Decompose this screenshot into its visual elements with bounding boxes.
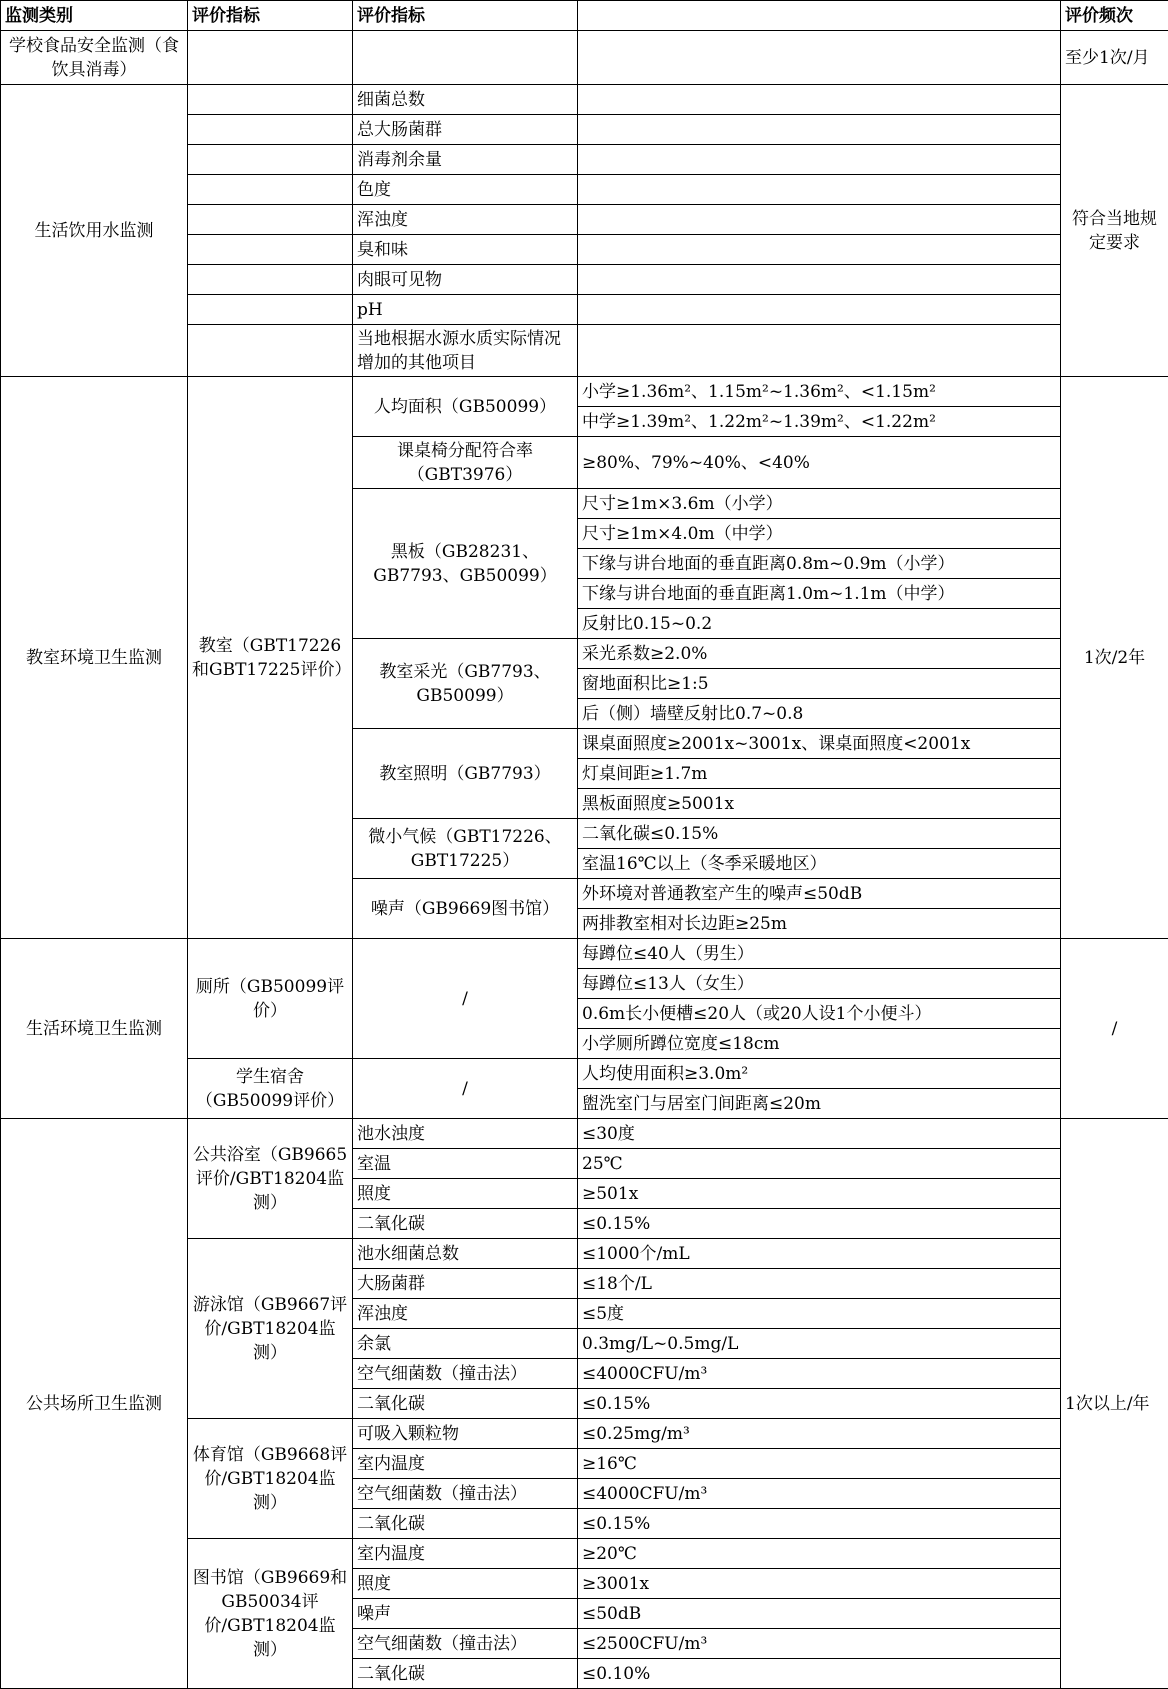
classroom-category: 教室环境卫生监测 [1,377,188,939]
empty-cell [188,175,353,205]
criteria-cell: ≤0.15% [578,1209,1061,1239]
item-cell: 二氧化碳 [353,1659,578,1689]
criteria-cell: ≥80%、79%~40%、<40% [578,437,1061,489]
item-cell: 空气细菌数（撞击法） [353,1479,578,1509]
item-cell: 二氧化碳 [353,1509,578,1539]
criteria-cell: ≤4000CFU/m³ [578,1359,1061,1389]
indicator-noise: 噪声（GB9669图书馆） [353,879,578,939]
toilet-indicator: 厕所（GB50099评价） [188,939,353,1059]
criteria-cell: ≤5度 [578,1299,1061,1329]
water-item: 细菌总数 [353,85,578,115]
empty-cell [578,145,1061,175]
criteria-cell: ≥16℃ [578,1449,1061,1479]
water-item: 当地根据水源水质实际情况增加的其他项目 [353,325,578,377]
criteria-cell: ≤2500CFU/m³ [578,1629,1061,1659]
header-indicator-2: 评价指标 [353,1,578,31]
empty-cell [188,325,353,377]
criteria-cell: 后（侧）墙壁反射比0.7~0.8 [578,699,1061,729]
criteria-cell: ≤0.10% [578,1659,1061,1689]
item-cell: 照度 [353,1569,578,1599]
living-category: 生活环境卫生监测 [1,939,188,1119]
empty-cell [578,205,1061,235]
item-cell: 噪声 [353,1599,578,1629]
food-frequency: 至少1次/月 [1061,31,1168,85]
water-item: 色度 [353,175,578,205]
criteria-cell: ≥20℃ [578,1539,1061,1569]
public-frequency: 1次以上/年 [1061,1119,1168,1689]
header-frequency: 评价频次 [1061,1,1168,31]
criteria-cell: 课桌面照度≥2001x~3001x、课桌面照度<2001x [578,729,1061,759]
criteria-cell: ≤30度 [578,1119,1061,1149]
empty-cell [188,235,353,265]
water-item: 消毒剂余量 [353,145,578,175]
criteria-cell: 二氧化碳≤0.15% [578,819,1061,849]
header-criteria [578,1,1061,31]
library-indicator: 图书馆（GB9669和GB50034评价/GBT18204监测） [188,1539,353,1689]
criteria-cell: ≥3001x [578,1569,1061,1599]
empty-cell [188,85,353,115]
indicator-daylight: 教室采光（GB7793、GB50099） [353,639,578,729]
item-cell: 池水浊度 [353,1119,578,1149]
criteria-cell: ≤1000个/mL [578,1239,1061,1269]
criteria-cell: 人均使用面积≥3.0m² [578,1059,1061,1089]
criteria-cell: 两排教室相对长边距≥25m [578,909,1061,939]
empty-cell [578,265,1061,295]
item-cell: 二氧化碳 [353,1389,578,1419]
indicator-area: 人均面积（GB50099） [353,377,578,437]
item-cell: 余氯 [353,1329,578,1359]
criteria-cell: 下缘与讲台地面的垂直距离0.8m~0.9m（小学） [578,549,1061,579]
criteria-cell: ≤0.15% [578,1389,1061,1419]
water-item: 肉眼可见物 [353,265,578,295]
empty-cell [578,235,1061,265]
item-cell: 室内温度 [353,1449,578,1479]
empty-cell [188,31,353,85]
criteria-cell: 0.6m长小便槽≤20人（或20人设1个小便斗） [578,999,1061,1029]
criteria-cell: 灯桌间距≥1.7m [578,759,1061,789]
water-item: 浑浊度 [353,205,578,235]
criteria-cell: 25℃ [578,1149,1061,1179]
criteria-cell: 小学厕所蹲位宽度≤18cm [578,1029,1061,1059]
criteria-cell: ≤18个/L [578,1269,1061,1299]
empty-cell [188,295,353,325]
indicator-desk: 课桌椅分配符合率（GBT3976） [353,437,578,489]
criteria-cell: 黑板面照度≥5001x [578,789,1061,819]
empty-cell [578,115,1061,145]
criteria-cell: 中学≥1.39m²、1.22m²~1.39m²、<1.22m² [578,407,1061,437]
item-cell: 可吸入颗粒物 [353,1419,578,1449]
empty-cell [188,145,353,175]
empty-cell [188,115,353,145]
item-cell: 二氧化碳 [353,1209,578,1239]
item-cell: 室温 [353,1149,578,1179]
food-category: 学校食品安全监测（食饮具消毒） [1,31,188,85]
criteria-cell: 尺寸≥1m×4.0m（中学） [578,519,1061,549]
criteria-cell: 采光系数≥2.0% [578,639,1061,669]
gym-indicator: 体育馆（GB9668评价/GBT18204监测） [188,1419,353,1539]
header-category: 监测类别 [1,1,188,31]
pool-indicator: 游泳馆（GB9667评价/GBT18204监测） [188,1239,353,1419]
empty-cell [353,31,578,85]
criteria-cell: 每蹲位≤40人（男生） [578,939,1061,969]
empty-cell [578,85,1061,115]
header-indicator: 评价指标 [188,1,353,31]
empty-cell [578,31,1061,85]
classroom-subcategory: 教室（GBT17226和GBT17225评价） [188,377,353,939]
classroom-frequency: 1次/2年 [1061,377,1168,939]
criteria-cell: 小学≥1.36m²、1.15m²~1.36m²、<1.15m² [578,377,1061,407]
criteria-cell: 尺寸≥1m×3.6m（小学） [578,489,1061,519]
criteria-cell: 盥洗室门与居室门间距离≤20m [578,1089,1061,1119]
empty-cell [188,205,353,235]
item-cell: 空气细菌数（撞击法） [353,1359,578,1389]
item-cell: 空气细菌数（撞击法） [353,1629,578,1659]
item-cell: 照度 [353,1179,578,1209]
criteria-cell: 外环境对普通教室产生的噪声≤50dB [578,879,1061,909]
water-item: pH [353,295,578,325]
bathhouse-indicator: 公共浴室（GB9665评价/GBT18204监测） [188,1119,353,1239]
item-cell: 大肠菌群 [353,1269,578,1299]
criteria-cell: 反射比0.15~0.2 [578,609,1061,639]
empty-cell [578,325,1061,377]
public-category: 公共场所卫生监测 [1,1119,188,1689]
criteria-cell: ≤0.25mg/m³ [578,1419,1061,1449]
item-cell: 室内温度 [353,1539,578,1569]
toilet-slash: / [353,939,578,1059]
dorm-indicator: 学生宿舍（GB50099评价） [188,1059,353,1119]
criteria-cell: ≤50dB [578,1599,1061,1629]
water-category: 生活饮用水监测 [1,85,188,377]
dorm-slash: / [353,1059,578,1119]
empty-cell [188,265,353,295]
indicator-lighting: 教室照明（GB7793） [353,729,578,819]
criteria-cell: 窗地面积比≥1:5 [578,669,1061,699]
water-item: 臭和味 [353,235,578,265]
empty-cell [578,175,1061,205]
criteria-cell: 0.3mg/L~0.5mg/L [578,1329,1061,1359]
indicator-blackboard: 黑板（GB28231、GB7793、GB50099） [353,489,578,639]
criteria-cell: 室温16℃以上（冬季采暖地区） [578,849,1061,879]
empty-cell [578,295,1061,325]
criteria-cell: 下缘与讲台地面的垂直距离1.0m~1.1m（中学） [578,579,1061,609]
item-cell: 浑浊度 [353,1299,578,1329]
criteria-cell: 每蹲位≤13人（女生） [578,969,1061,999]
criteria-cell: ≤0.15% [578,1509,1061,1539]
criteria-cell: ≤4000CFU/m³ [578,1479,1061,1509]
item-cell: 池水细菌总数 [353,1239,578,1269]
indicator-microclimate: 微小气候（GBT17226、GBT17225） [353,819,578,879]
living-frequency: / [1061,939,1168,1119]
water-item: 总大肠菌群 [353,115,578,145]
criteria-cell: ≥501x [578,1179,1061,1209]
water-frequency: 符合当地规定要求 [1061,85,1168,377]
